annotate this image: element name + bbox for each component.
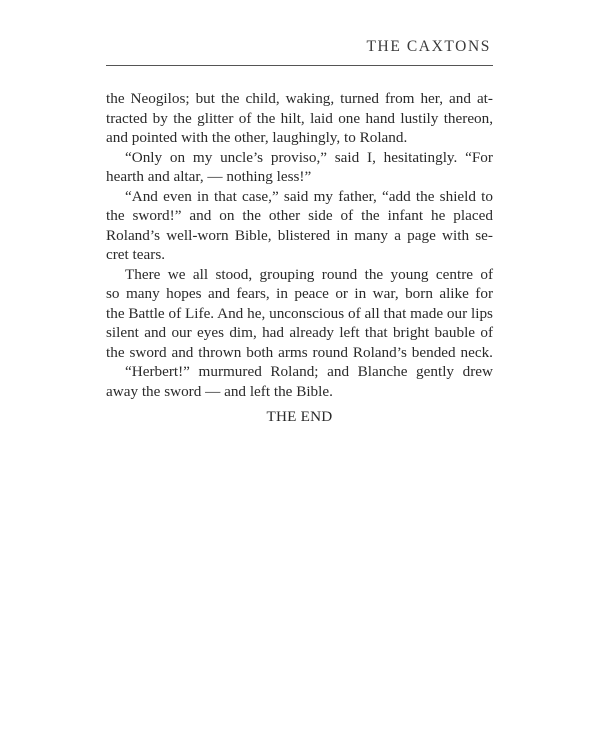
text-line: the sword!” and on the other side of the infant he placed [106, 207, 493, 224]
body-text [106, 89, 493, 401]
running-head [106, 38, 493, 66]
text-line: and pointed with the other, laughingly, to Roland. [106, 129, 408, 146]
text-line: so many hopes and fears, in peace or in war, born alike for [106, 285, 494, 302]
text-line: “Herbert!” murmured Roland; and Blanche gently drew [125, 363, 493, 380]
text-line: silent and our eyes dim, had already left that bright bauble of [106, 324, 494, 341]
text-line: away the sword — and left the Bible. [106, 382, 333, 400]
text-line: hearth and altar, — nothing less!” [106, 168, 312, 185]
text-line: “And even in that case,” said my father, “add the shield to [125, 187, 493, 205]
text-line: “Only on my uncle’s proviso,” said I, hesitatingly. “For [125, 148, 493, 166]
the-end-heading: THE END [266, 408, 333, 425]
text-line: cret tears. [106, 246, 166, 263]
text-line: Roland’s well-worn Bible, blistered in many a page with se- [106, 226, 493, 244]
running-head-title: THE CAXTONS [366, 38, 491, 55]
text-line: tracted by the glitter of the hilt, laid one hand lustily thereon, [106, 109, 494, 127]
text-line: There we all stood, grouping round the young centre of [125, 265, 494, 283]
text-line: the sword and thrown both arms round Roland’s bended neck. [106, 343, 493, 361]
text-line: the Battle of Life. And he, unconscious of all that made our lips [106, 304, 493, 322]
text-line: the Neogilos; but the child, waking, turned from her, and at- [106, 90, 493, 107]
